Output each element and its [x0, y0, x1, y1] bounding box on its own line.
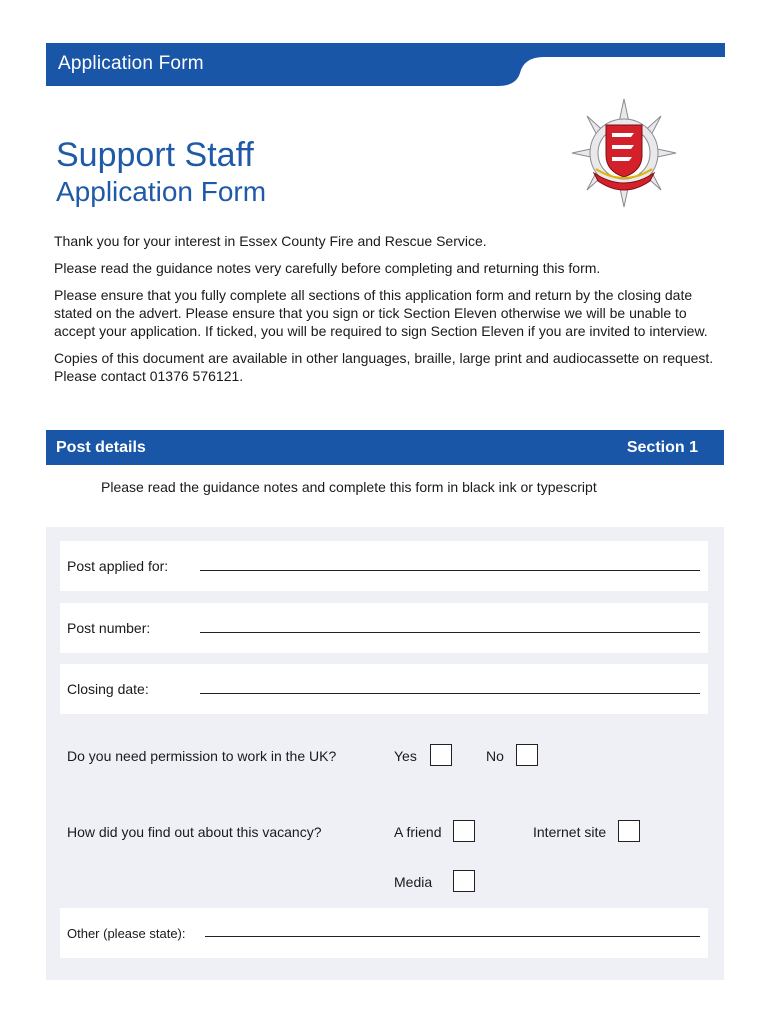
permission-question: Do you need permission to work in the UK? [67, 748, 337, 764]
vacancy-internet-label: Internet site [533, 824, 607, 840]
intro-paragraph-2: Please read the guidance notes very carefully before completing and returning this form. [54, 260, 601, 276]
permission-yes-checkbox[interactable] [430, 744, 452, 766]
vacancy-friend-checkbox[interactable] [453, 820, 475, 842]
permission-no-label: No [486, 748, 504, 764]
post-applied-label: Post applied for: [67, 558, 169, 574]
vacancy-question: How did you find out about this vacancy? [67, 824, 322, 840]
intro-paragraph-3: Please ensure that you fully complete all sections of this application form and return by the closing date stated on the advert. Please ensure that you sign or tick Section Eleven otherwise we will be unable to accept your application. If ticked, you will be required to sign Section Eleven if you are invited to interview. [54, 287, 708, 339]
post-number-field [60, 603, 708, 653]
permission-yes-label: Yes [394, 748, 417, 764]
intro-paragraph-4: Copies of this document are available in other languages, braille, large print and audiocassette on request. Please contact 01376 576121. [54, 350, 714, 384]
banner-title: Application Form [58, 53, 204, 74]
closing-date-input[interactable] [200, 693, 700, 694]
guidance-note: Please read the guidance notes and complete this form in black ink or typescript [101, 479, 597, 495]
page-title: Support Staff [56, 136, 254, 174]
page-subtitle: Application Form [56, 176, 267, 207]
post-number-input[interactable] [200, 632, 700, 633]
permission-no-checkbox[interactable] [516, 744, 538, 766]
closing-date-field [60, 664, 708, 714]
section-number: Section 1 [626, 439, 698, 456]
fire-rescue-crest-icon [570, 97, 678, 209]
top-banner [46, 43, 725, 86]
vacancy-media-checkbox[interactable] [453, 870, 475, 892]
other-label: Other (please state): [67, 926, 186, 941]
vacancy-friend-label: A friend [394, 824, 442, 840]
intro-paragraph-1: Thank you for your interest in Essex County Fire and Rescue Service. [54, 233, 487, 249]
section-title: Post details [56, 439, 146, 456]
vacancy-internet-checkbox[interactable] [618, 820, 640, 842]
vacancy-media-label: Media [394, 874, 433, 890]
section-header [46, 430, 724, 465]
post-number-label: Post number: [67, 620, 151, 636]
post-applied-input[interactable] [200, 570, 700, 571]
post-applied-field [60, 541, 708, 591]
intro-text [54, 232, 714, 394]
closing-date-label: Closing date: [67, 681, 149, 697]
other-input[interactable] [205, 936, 700, 937]
other-field [60, 908, 708, 958]
